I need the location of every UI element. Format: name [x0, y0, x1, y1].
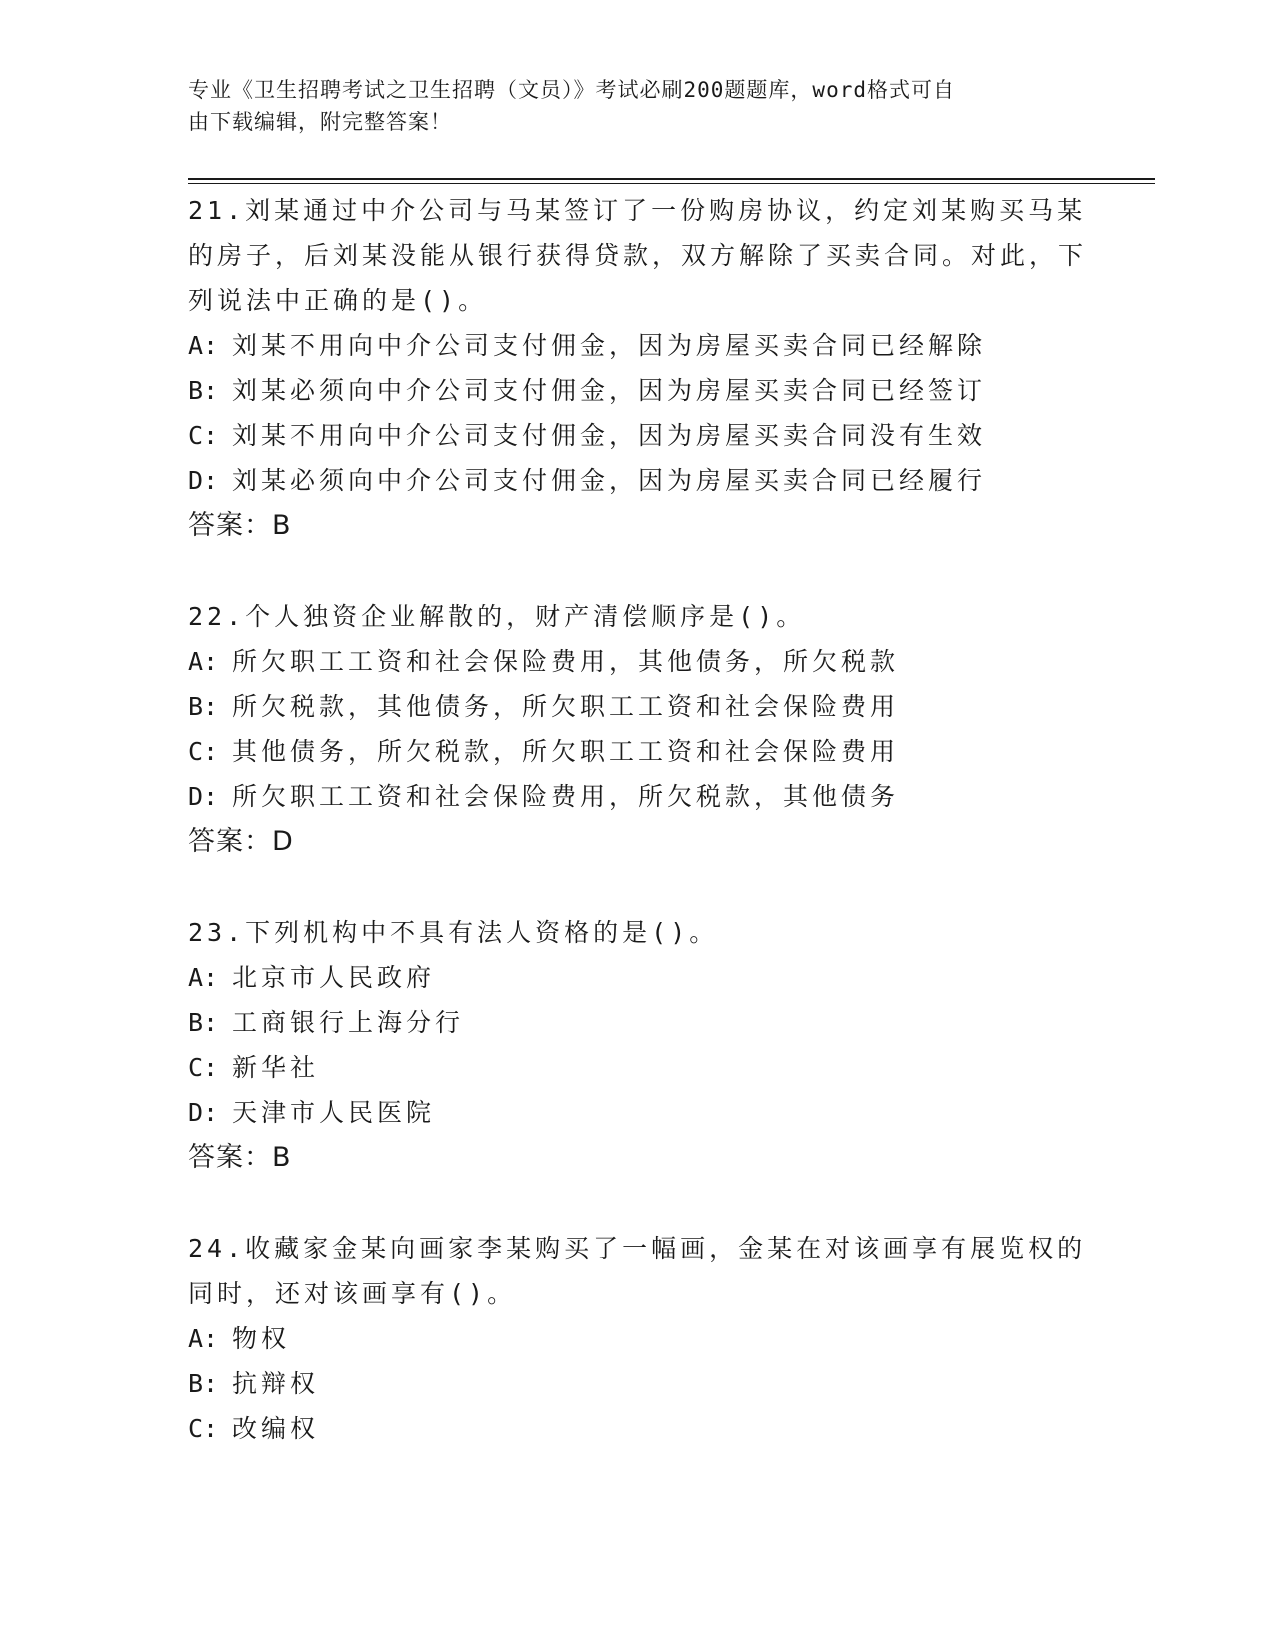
option-label: B: [188, 1008, 219, 1037]
option-text: 所欠税款，其他债务，所欠职工工资和社会保险费用 [232, 692, 900, 721]
question-23 [188, 910, 1108, 1180]
option-label: C: [188, 1414, 219, 1443]
header-divider-thin [188, 183, 1155, 184]
option-label: B: [188, 376, 219, 405]
option-text: 刘某必须向中介公司支付佣金，因为房屋买卖合同已经履行 [232, 466, 987, 495]
option-c [188, 1045, 1108, 1090]
option-text: 所欠职工工资和社会保险费用，所欠税款，其他债务 [232, 782, 900, 811]
option-a [188, 639, 1108, 684]
header-divider-thick [188, 178, 1155, 180]
option-label: C: [188, 421, 219, 450]
question-list [188, 188, 1108, 1497]
question-stem: 21.刘某通过中介公司与马某签订了一份购房协议，约定刘某购买马某的房子，后刘某没能从银行获得贷款，双方解除了买卖合同。对此，下列说法中正确的是()。 [188, 196, 1088, 315]
option-text: 工商银行上海分行 [232, 1008, 465, 1037]
header-line-2: 由下载编辑，附完整答案！ [188, 110, 452, 134]
option-label: A: [188, 647, 219, 676]
option-a [188, 1316, 1108, 1361]
question-22 [188, 594, 1108, 864]
document-header [188, 74, 1088, 138]
option-b [188, 368, 1108, 413]
option-label: C: [188, 737, 219, 766]
option-text: 其他债务，所欠税款，所欠职工工资和社会保险费用 [232, 737, 900, 766]
question-21 [188, 188, 1108, 548]
option-text: 天津市人民医院 [232, 1098, 436, 1127]
option-b [188, 684, 1108, 729]
option-text: 新华社 [232, 1053, 320, 1082]
option-text: 刘某不用向中介公司支付佣金，因为房屋买卖合同没有生效 [232, 421, 987, 450]
option-c [188, 413, 1108, 458]
option-b [188, 1361, 1108, 1406]
option-label: A: [188, 963, 219, 992]
option-label: A: [188, 331, 219, 360]
option-b [188, 1000, 1108, 1045]
option-d [188, 458, 1108, 503]
question-stem: 22.个人独资企业解散的，财产清偿顺序是()。 [188, 602, 806, 631]
option-label: B: [188, 692, 219, 721]
option-c [188, 729, 1108, 774]
option-text: 刘某必须向中介公司支付佣金，因为房屋买卖合同已经签订 [232, 376, 987, 405]
option-text: 抗辩权 [232, 1369, 320, 1398]
option-text: 改编权 [232, 1414, 320, 1443]
option-d [188, 1090, 1108, 1135]
option-label: D: [188, 1098, 219, 1127]
question-stem: 23.下列机构中不具有法人资格的是()。 [188, 918, 719, 947]
answer-line: 答案：D [188, 826, 294, 857]
question-stem: 24.收藏家金某向画家李某购买了一幅画，金某在对该画享有展览权的同时，还对该画享有()。 [188, 1234, 1087, 1308]
option-label: A: [188, 1324, 219, 1353]
answer-line: 答案：B [188, 1142, 292, 1173]
option-a [188, 323, 1108, 368]
option-label: D: [188, 466, 219, 495]
option-c [188, 1406, 1108, 1451]
option-text: 物权 [232, 1324, 291, 1353]
option-label: B: [188, 1369, 219, 1398]
option-text: 北京市人民政府 [232, 963, 436, 992]
header-line-1: 专业《卫生招聘考试之卫生招聘（文员）》考试必刷200题题库，word格式可自 [188, 78, 955, 102]
option-d [188, 774, 1108, 819]
option-text: 刘某不用向中介公司支付佣金，因为房屋买卖合同已经解除 [232, 331, 987, 360]
question-24 [188, 1226, 1108, 1451]
option-a [188, 955, 1108, 1000]
answer-line: 答案：B [188, 510, 292, 541]
option-text: 所欠职工工资和社会保险费用，其他债务，所欠税款 [232, 647, 900, 676]
option-label: D: [188, 782, 219, 811]
option-label: C: [188, 1053, 219, 1082]
